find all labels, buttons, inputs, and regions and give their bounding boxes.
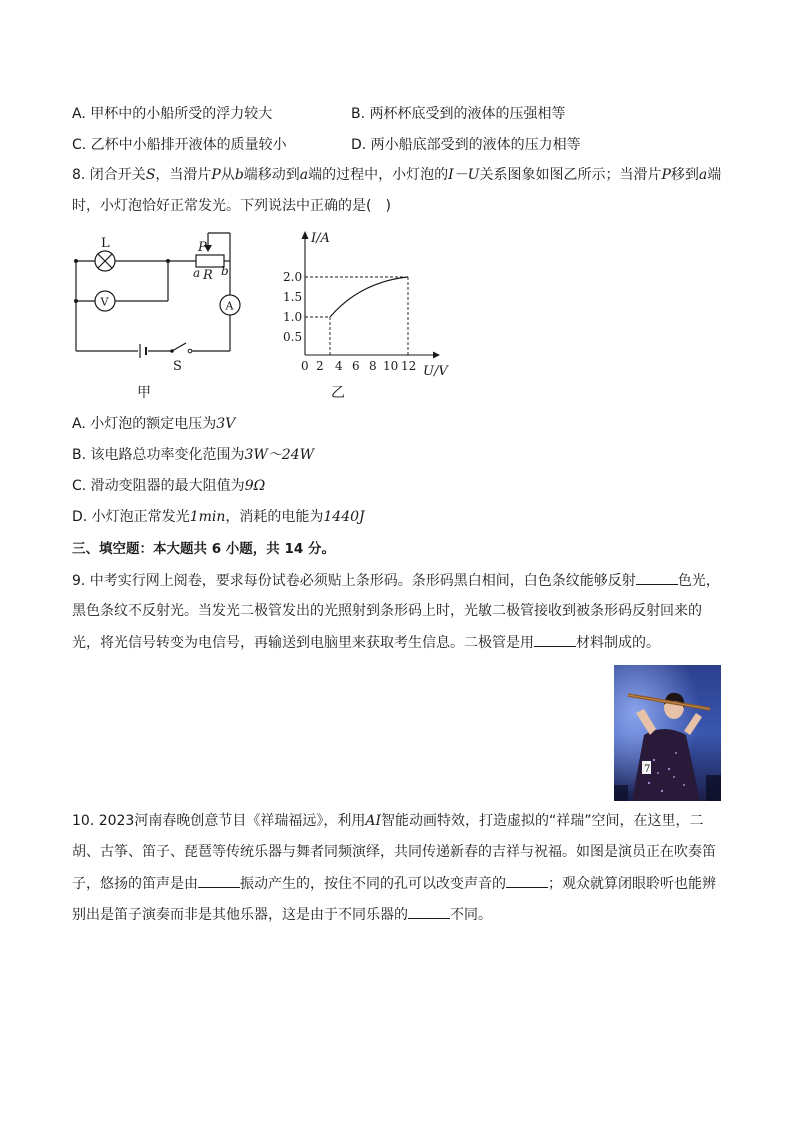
- q10-line-1: 10. 2023河南春晚创意节目《祥瑞福远》，利用AI智能动画特效，打造虚拟的“祥瑞”空间，在这里，二: [72, 813, 704, 829]
- q8-stem-line-2: 时，小灯泡恰好正常发光。下列说法中正确的是( ): [72, 198, 391, 214]
- label-rheostat: R: [203, 268, 213, 283]
- y-tick-2-0: 2.0: [283, 270, 303, 284]
- x-tick-12: 12: [401, 359, 417, 373]
- graph-y-label: I/A: [311, 231, 330, 246]
- flute-performer-photo: [614, 665, 721, 801]
- answer-blank: [506, 873, 548, 888]
- x-tick-4: 4: [335, 359, 343, 373]
- q10-line-3: 子，悠扬的笛声是由 振动产生的，按住不同的孔可以改变声音的 ；观众就算闭眼聆听也能辨: [72, 873, 716, 894]
- q10-line-2: 胡、古筝、笛子、琵琶等传统乐器与舞者同频演绎，共同传递新春的吉祥与祝福。如图是演员正在吹奏笛: [72, 844, 716, 860]
- iu-graph: [275, 225, 460, 405]
- q10-line-4: 别出是笛子演奏而非是其他乐器，这是由于不同乐器的 不同。: [72, 904, 492, 925]
- q8-option-a: A. 小灯泡的额定电压为3V: [72, 416, 236, 432]
- circuit-caption: 甲: [137, 385, 151, 401]
- q9-line-2: 黑色条纹不反射光。当发光二极管发出的光照射到条形码上时，光敏二极管接收到被条形码反射回来的: [72, 603, 702, 619]
- circuit-diagram: [60, 225, 260, 405]
- y-tick-1-0: 1.0: [283, 310, 303, 324]
- q9-line-1: 9. 中考实行网上阅卷，要求每份试卷必须贴上条形码。条形码黑白相间，白色条纹能够反射 色光，: [72, 570, 720, 591]
- q8-option-d: D. 小灯泡正常发光1min，消耗的电能为1440J: [72, 509, 365, 525]
- number-tag: 7: [644, 764, 651, 775]
- answer-blank: [636, 570, 678, 585]
- q7-option-a: A. 甲杯中的小船所受的浮力较大: [72, 106, 273, 122]
- label-end-b: b: [221, 264, 229, 278]
- label-end-a: a: [193, 266, 201, 280]
- q7-option-c: C. 乙杯中小船排开液体的质量较小: [72, 137, 287, 153]
- label-voltmeter: V: [100, 295, 109, 309]
- x-tick-10: 10: [383, 359, 399, 373]
- label-lamp: L: [101, 236, 110, 251]
- q8-stem-line-1: 8. 闭合开关S，当滑片P从b端移动到a端的过程中，小灯泡的I－U关系图象如图乙所示；当滑片P移到a端: [72, 167, 722, 183]
- q8-option-b: B. 该电路总功率变化范围为3W～24W: [72, 447, 315, 463]
- graph-caption: 乙: [331, 385, 345, 401]
- label-slider: P: [198, 240, 207, 255]
- label-switch: S: [173, 359, 182, 374]
- graph-x-label: U/V: [423, 364, 448, 379]
- q7-option-b: B. 两杯杯底受到的液体的压强相等: [351, 106, 566, 122]
- label-ammeter: A: [225, 299, 234, 313]
- answer-blank: [198, 873, 240, 888]
- section-heading: 三、填空题：本大题共 6 小题，共 14 分。: [72, 541, 335, 557]
- y-tick-0-5: 0.5: [283, 330, 303, 344]
- x-tick-8: 8: [369, 359, 377, 373]
- y-tick-1-5: 1.5: [283, 290, 303, 304]
- x-tick-6: 6: [352, 359, 360, 373]
- x-tick-0: 0: [301, 359, 309, 373]
- x-tick-2: 2: [316, 359, 324, 373]
- q9-line-3: 光，将光信号转变为电信号，再输送到电脑里来获取考生信息。二极管是用 材料制成的。: [72, 632, 660, 653]
- q8-option-c: C. 滑动变阻器的最大阻值为9Ω: [72, 478, 266, 494]
- q7-option-d: D. 两小船底部受到的液体的压力相等: [351, 137, 581, 153]
- answer-blank: [534, 632, 576, 647]
- answer-blank: [408, 904, 450, 919]
